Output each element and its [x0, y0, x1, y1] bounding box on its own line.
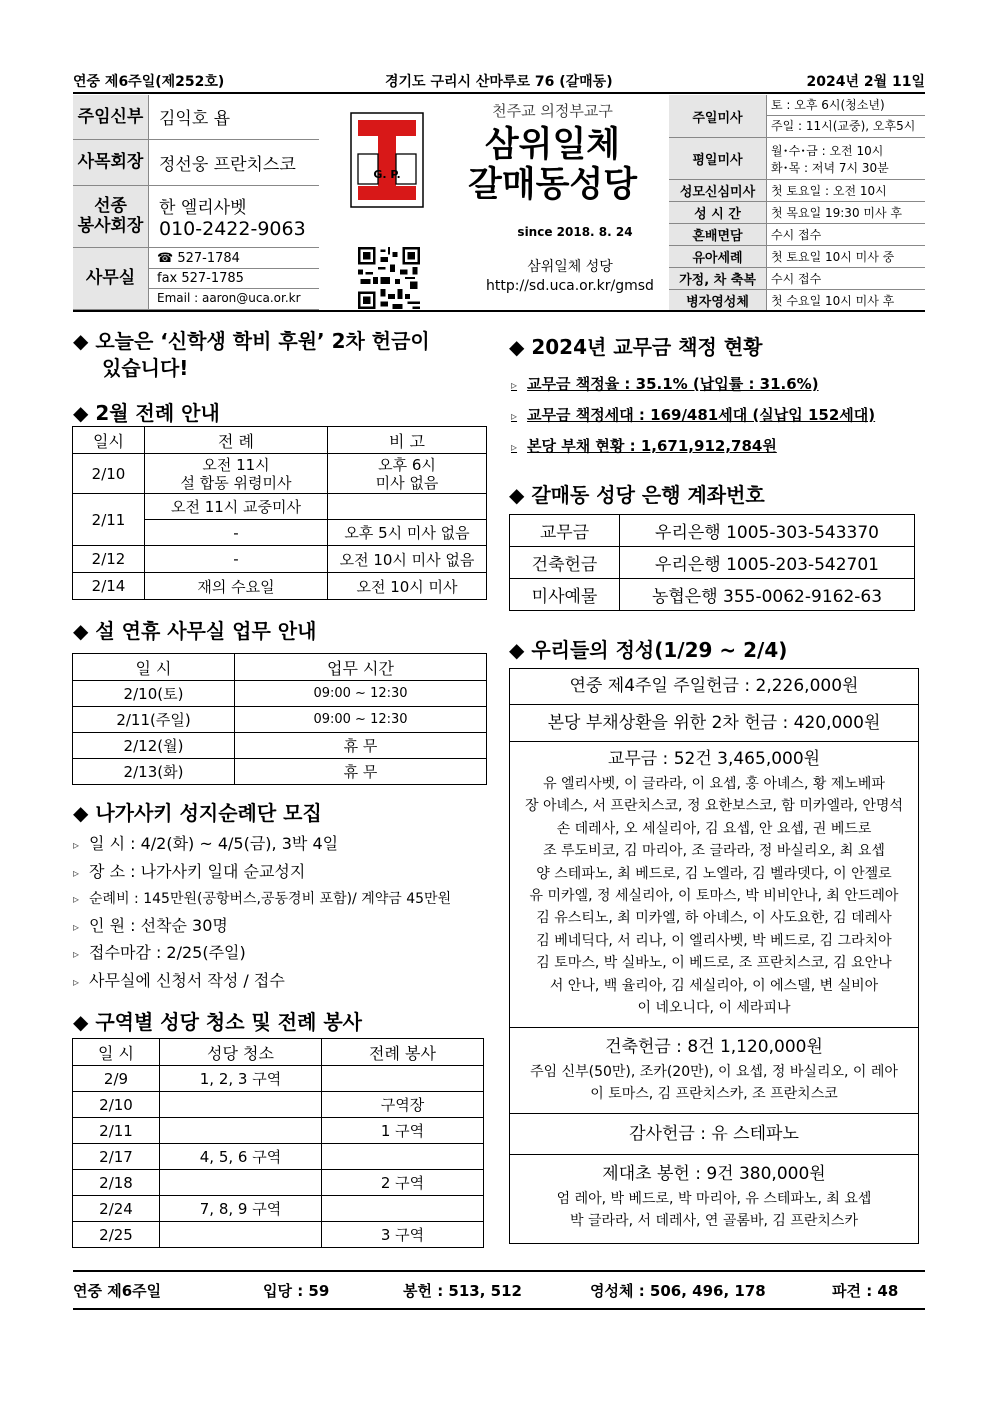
table-cell: 휴 무 — [235, 759, 487, 785]
name-line: 손 데레사, 오 세실리아, 김 요셉, 안 요셉, 권 베드로 — [556, 820, 872, 837]
office-email[interactable]: Email : aaron@uca.or.kr — [157, 291, 301, 305]
mass-time: 주일 : 11시(교중), 오후5시 — [771, 119, 916, 133]
mass-label: 성모신심미사 — [669, 180, 767, 202]
footer-communion: 영성체 : 506, 496, 178 — [590, 1282, 766, 1300]
name-line: 조 루도비코, 김 마리아, 조 글라라, 정 바실리오, 최 요셉 — [543, 843, 885, 860]
candle-names — [510, 1188, 918, 1233]
footer-entry: 입당 : 59 — [263, 1282, 330, 1300]
dues-list — [511, 369, 931, 462]
debt-offering: 본당 부채상환을 위한 2차 헌금 : 420,000원 — [510, 705, 918, 742]
name-line: 박 글라라, 서 데레사, 연 골롬바, 김 프란치스카 — [570, 1213, 858, 1230]
diocese-name: 천주교 의정부교구 — [492, 102, 613, 120]
top-info-bar — [73, 68, 925, 94]
mass-label: 혼배면담 — [669, 224, 767, 246]
name-line: 서 안나, 백 율리아, 김 세실리아, 이 에스델, 변 실비아 — [549, 977, 879, 994]
feb-liturgy-table — [72, 426, 487, 600]
offerings-title: ◆ 우리들의 정성(1/29 ~ 2/4) — [509, 638, 788, 662]
table-cell — [322, 1196, 484, 1222]
table-header: 업무 시간 — [235, 654, 487, 681]
table-cell: 2/10 — [73, 454, 145, 494]
table-cell: 우리은행 1005-203-542701 — [620, 547, 915, 579]
table-cell: 오전 11시 교중미사 — [145, 494, 328, 520]
table-cell: 3 구역 — [322, 1222, 484, 1248]
sunday-offering: 연중 제4주일 주일헌금 : 2,226,000원 — [510, 669, 918, 705]
today-notice-line2: 있습니다! — [102, 356, 189, 380]
list-item: ▹ 교무금 책정세대 : 169/481세대 (실납입 152세대) — [511, 400, 931, 431]
candle-offering-head: 제대초 봉헌 : 9건 380,000원 — [602, 1164, 826, 1184]
feb-liturgy-title: ◆ 2월 전례 안내 — [73, 401, 220, 425]
nagasaki-title: ◆ 나가사키 성지순례단 모집 — [73, 801, 322, 825]
building-names — [510, 1061, 918, 1106]
name-line: 장 아녜스, 서 프란치스코, 정 요한보스코, 함 미카엘라, 안명석 — [525, 798, 903, 815]
table-cell: 2 구역 — [322, 1170, 484, 1196]
since-date: since 2018. 8. 24 — [517, 225, 633, 239]
mass-time: 수시 접수 — [767, 224, 926, 246]
table-cell: 2/11 — [73, 1118, 160, 1144]
cleaning-table — [72, 1038, 484, 1248]
mass-label: 평일미사 — [669, 138, 767, 180]
table-cell: 농협은행 355-0062-9162-63 — [620, 579, 915, 611]
pastor-value: 김익호 욥 — [149, 95, 320, 139]
parish-name-line1: 삼위일체 — [484, 125, 621, 165]
table-cell: 1, 2, 3 구역 — [160, 1066, 322, 1092]
council-label: 사목회장 — [73, 139, 149, 185]
offerings-box — [509, 668, 919, 1244]
bank-title: ◆ 갈매동 성당 은행 계좌번호 — [509, 483, 765, 507]
women-name: 한 엘리사벳 — [159, 197, 247, 218]
cleaning-title: ◆ 구역별 성당 청소 및 전례 봉사 — [73, 1010, 362, 1034]
today-notice — [73, 328, 503, 382]
table-cell: 2/9 — [73, 1066, 160, 1092]
women-label: 선종 봉사회장 — [73, 185, 149, 247]
table-cell: 오전 10시 미사 — [328, 573, 487, 600]
table-cell: 2/10(토) — [73, 681, 235, 707]
pastor-label: 주임신부 — [73, 95, 149, 139]
website — [470, 258, 670, 296]
table-cell: 오전 10시 미사 없음 — [328, 546, 487, 573]
name-line: 김 토마스, 박 실바노, 이 베드로, 조 프란치스코, 김 요안나 — [536, 955, 892, 972]
table-cell: 휴 무 — [235, 733, 487, 759]
list-item: ▹ 사무실에 신청서 작성 / 접수 — [73, 968, 503, 996]
table-cell: 2/25 — [73, 1222, 160, 1248]
table-cell: 7, 8, 9 구역 — [160, 1196, 322, 1222]
mass-stats-bar — [73, 1270, 925, 1310]
mass-time: 첫 토요일 : 오전 10시 — [767, 180, 926, 202]
list-item: ▹ 접수마감 : 2/25(주일) — [73, 940, 503, 968]
list-item: ▹ 인 원 : 선착순 30명 — [73, 913, 503, 941]
holiday-office-table — [72, 653, 487, 785]
table-cell: 09:00 ~ 12:30 — [235, 681, 487, 707]
office-fax: fax 527-1785 — [149, 269, 319, 289]
holiday-office-title: ◆ 설 연휴 사무실 업무 안내 — [73, 619, 317, 643]
name-line: 김 베네딕다, 서 리나, 이 엘리사벳, 박 베드로, 김 그라치아 — [536, 932, 892, 949]
table-header: 전 례 — [145, 427, 328, 454]
table-cell: 미사 없음 — [375, 473, 439, 492]
list-item: ▹ 순례비 : 145만원(공항버스,공동경비 포함)/ 계약금 45만원 — [73, 886, 503, 913]
parish-name — [440, 125, 665, 205]
table-cell: 재의 수요일 — [145, 573, 328, 600]
mass-time: 토 : 오후 6시(청소년) — [767, 95, 925, 116]
footer-dismissal: 파견 : 48 — [832, 1282, 899, 1300]
name-line: 김 유스티노, 최 미카엘, 하 아녜스, 이 사도요한, 김 데레사 — [536, 910, 892, 927]
council-value: 정선웅 프란치스코 — [149, 139, 320, 185]
list-item: ▹ 일 시 : 4/2(화) ~ 4/5(금), 3박 4일 — [73, 831, 503, 859]
building-offering-head: 건축헌금 : 8건 1,120,000원 — [605, 1037, 823, 1057]
issue-number: 연중 제6주일(제252호) — [73, 74, 225, 90]
mass-label: 병자영성체 — [669, 290, 767, 312]
table-cell: 구역장 — [322, 1092, 484, 1118]
table-cell — [322, 1066, 484, 1092]
mass-time: 월･수･금 : 오전 10시 — [771, 143, 884, 158]
table-cell: 2/13(화) — [73, 759, 235, 785]
table-cell — [160, 1170, 322, 1196]
mass-label: 주일미사 — [669, 95, 767, 138]
table-cell: 2/14 — [73, 573, 145, 600]
bank-table — [509, 514, 915, 611]
staff-info-table — [73, 95, 319, 310]
name-line: 유 미카엘, 정 세실리아, 이 토마스, 박 비비안나, 최 안드레아 — [529, 888, 899, 905]
mass-schedule-table — [669, 95, 925, 312]
mass-label: 유아세례 — [669, 246, 767, 268]
table-cell: - — [145, 546, 328, 573]
dues-offering-head: 교무금 : 52건 3,465,000원 — [607, 749, 821, 769]
table-cell: 4, 5, 6 구역 — [160, 1144, 322, 1170]
table-cell: 2/10 — [73, 1092, 160, 1118]
table-cell: 2/11(주일) — [73, 707, 235, 733]
table-cell — [322, 1144, 484, 1170]
table-cell: 오후 5시 미사 없음 — [328, 520, 487, 546]
today-notice-line1: ◆ 오늘은 ‘신학생 학비 후원’ 2차 헌금이 — [73, 329, 430, 353]
site-name: 삼위일체 성당 — [527, 259, 613, 275]
table-header: 전례 봉사 — [322, 1039, 484, 1066]
table-cell: - — [145, 520, 328, 546]
name-line: 양 스테파노, 최 베드로, 김 노엘라, 김 벨라뎃다, 이 안젤로 — [536, 865, 892, 882]
parish-name-line2: 갈매동성당 — [467, 165, 638, 205]
parish-logo — [350, 112, 424, 208]
table-cell: 2/12 — [73, 546, 145, 573]
header-divider — [73, 310, 925, 312]
dues-title: ◆ 2024년 교무금 책정 현황 — [509, 335, 763, 359]
footer-offering: 봉헌 : 513, 512 — [403, 1282, 522, 1300]
table-cell: 건축헌금 — [510, 547, 620, 579]
parish-address: 경기도 구리시 산마루로 76 (갈매동) — [385, 74, 613, 90]
name-line: 주임 신부(50만), 조카(20만), 이 요셉, 정 바실리오, 이 레아 — [530, 1064, 898, 1080]
site-url[interactable]: http://sd.uca.or.kr/gmsd — [486, 278, 654, 294]
list-item: ▹ 본당 부채 현황 : 1,671,912,784원 — [511, 431, 931, 462]
table-header: 일시 — [73, 427, 145, 454]
table-cell — [160, 1092, 322, 1118]
table-header: 비 고 — [328, 427, 487, 454]
mass-label: 성 시 간 — [669, 202, 767, 224]
table-cell: 2/18 — [73, 1170, 160, 1196]
issue-date: 2024년 2월 11일 — [806, 74, 925, 90]
mass-time: 첫 토요일 10시 미사 중 — [767, 246, 926, 268]
table-cell: 2/12(월) — [73, 733, 235, 759]
mass-label: 가정, 차 축복 — [669, 268, 767, 290]
office-label: 사무실 — [73, 247, 149, 309]
nagasaki-list — [73, 831, 503, 995]
dues-names — [510, 773, 918, 1019]
table-header: 일 시 — [73, 654, 235, 681]
table-cell: 오후 6시 — [378, 455, 436, 474]
list-item: ▹ 교무금 책정율 : 35.1% (납입률 : 31.6%) — [511, 369, 931, 400]
table-cell: 1 구역 — [322, 1118, 484, 1144]
office-phone: ☎ 527-1784 — [149, 249, 319, 269]
table-cell: 설 합동 위령미사 — [180, 473, 292, 492]
qr-code-icon[interactable] — [358, 247, 420, 309]
table-cell — [160, 1118, 322, 1144]
table-cell: 우리은행 1005-303-543370 — [620, 515, 915, 547]
table-cell — [160, 1222, 322, 1248]
name-line: 유 엘리사벳, 이 글라라, 이 요셉, 홍 아녜스, 황 제노베파 — [543, 776, 885, 792]
table-cell: 미사예물 — [510, 579, 620, 611]
women-phone: 010-2422-9063 — [159, 217, 306, 240]
table-cell: 오전 11시 — [202, 455, 270, 474]
list-item: ▹ 장 소 : 나가사키 일대 순교성지 — [73, 859, 503, 887]
table-cell: 2/17 — [73, 1144, 160, 1170]
mass-time: 화･목 : 저녁 7시 30분 — [771, 160, 889, 175]
logo-letters: G. P. — [373, 168, 401, 181]
name-line: 엄 레아, 박 베드로, 박 마리아, 유 스테파노, 최 요셉 — [556, 1191, 872, 1207]
table-header: 일 시 — [73, 1039, 160, 1066]
thanks-offering: 감사헌금 : 유 스테파노 — [510, 1114, 918, 1155]
table-cell: 교무금 — [510, 515, 620, 547]
mass-time: 첫 목요일 19:30 미사 후 — [767, 202, 926, 224]
table-cell: 2/24 — [73, 1196, 160, 1222]
mass-time: 수시 접수 — [767, 268, 926, 290]
table-header: 성당 청소 — [160, 1039, 322, 1066]
name-line: 이 토마스, 김 프란치스카, 조 프란치스코 — [590, 1086, 838, 1103]
footer-week: 연중 제6주일 — [73, 1282, 162, 1300]
mass-time: 첫 수요일 10시 미사 후 — [767, 290, 926, 312]
name-line: 이 네오니다, 이 세라피나 — [637, 1000, 791, 1017]
table-cell: 09:00 ~ 12:30 — [235, 707, 487, 733]
table-cell: 2/11 — [73, 494, 145, 546]
